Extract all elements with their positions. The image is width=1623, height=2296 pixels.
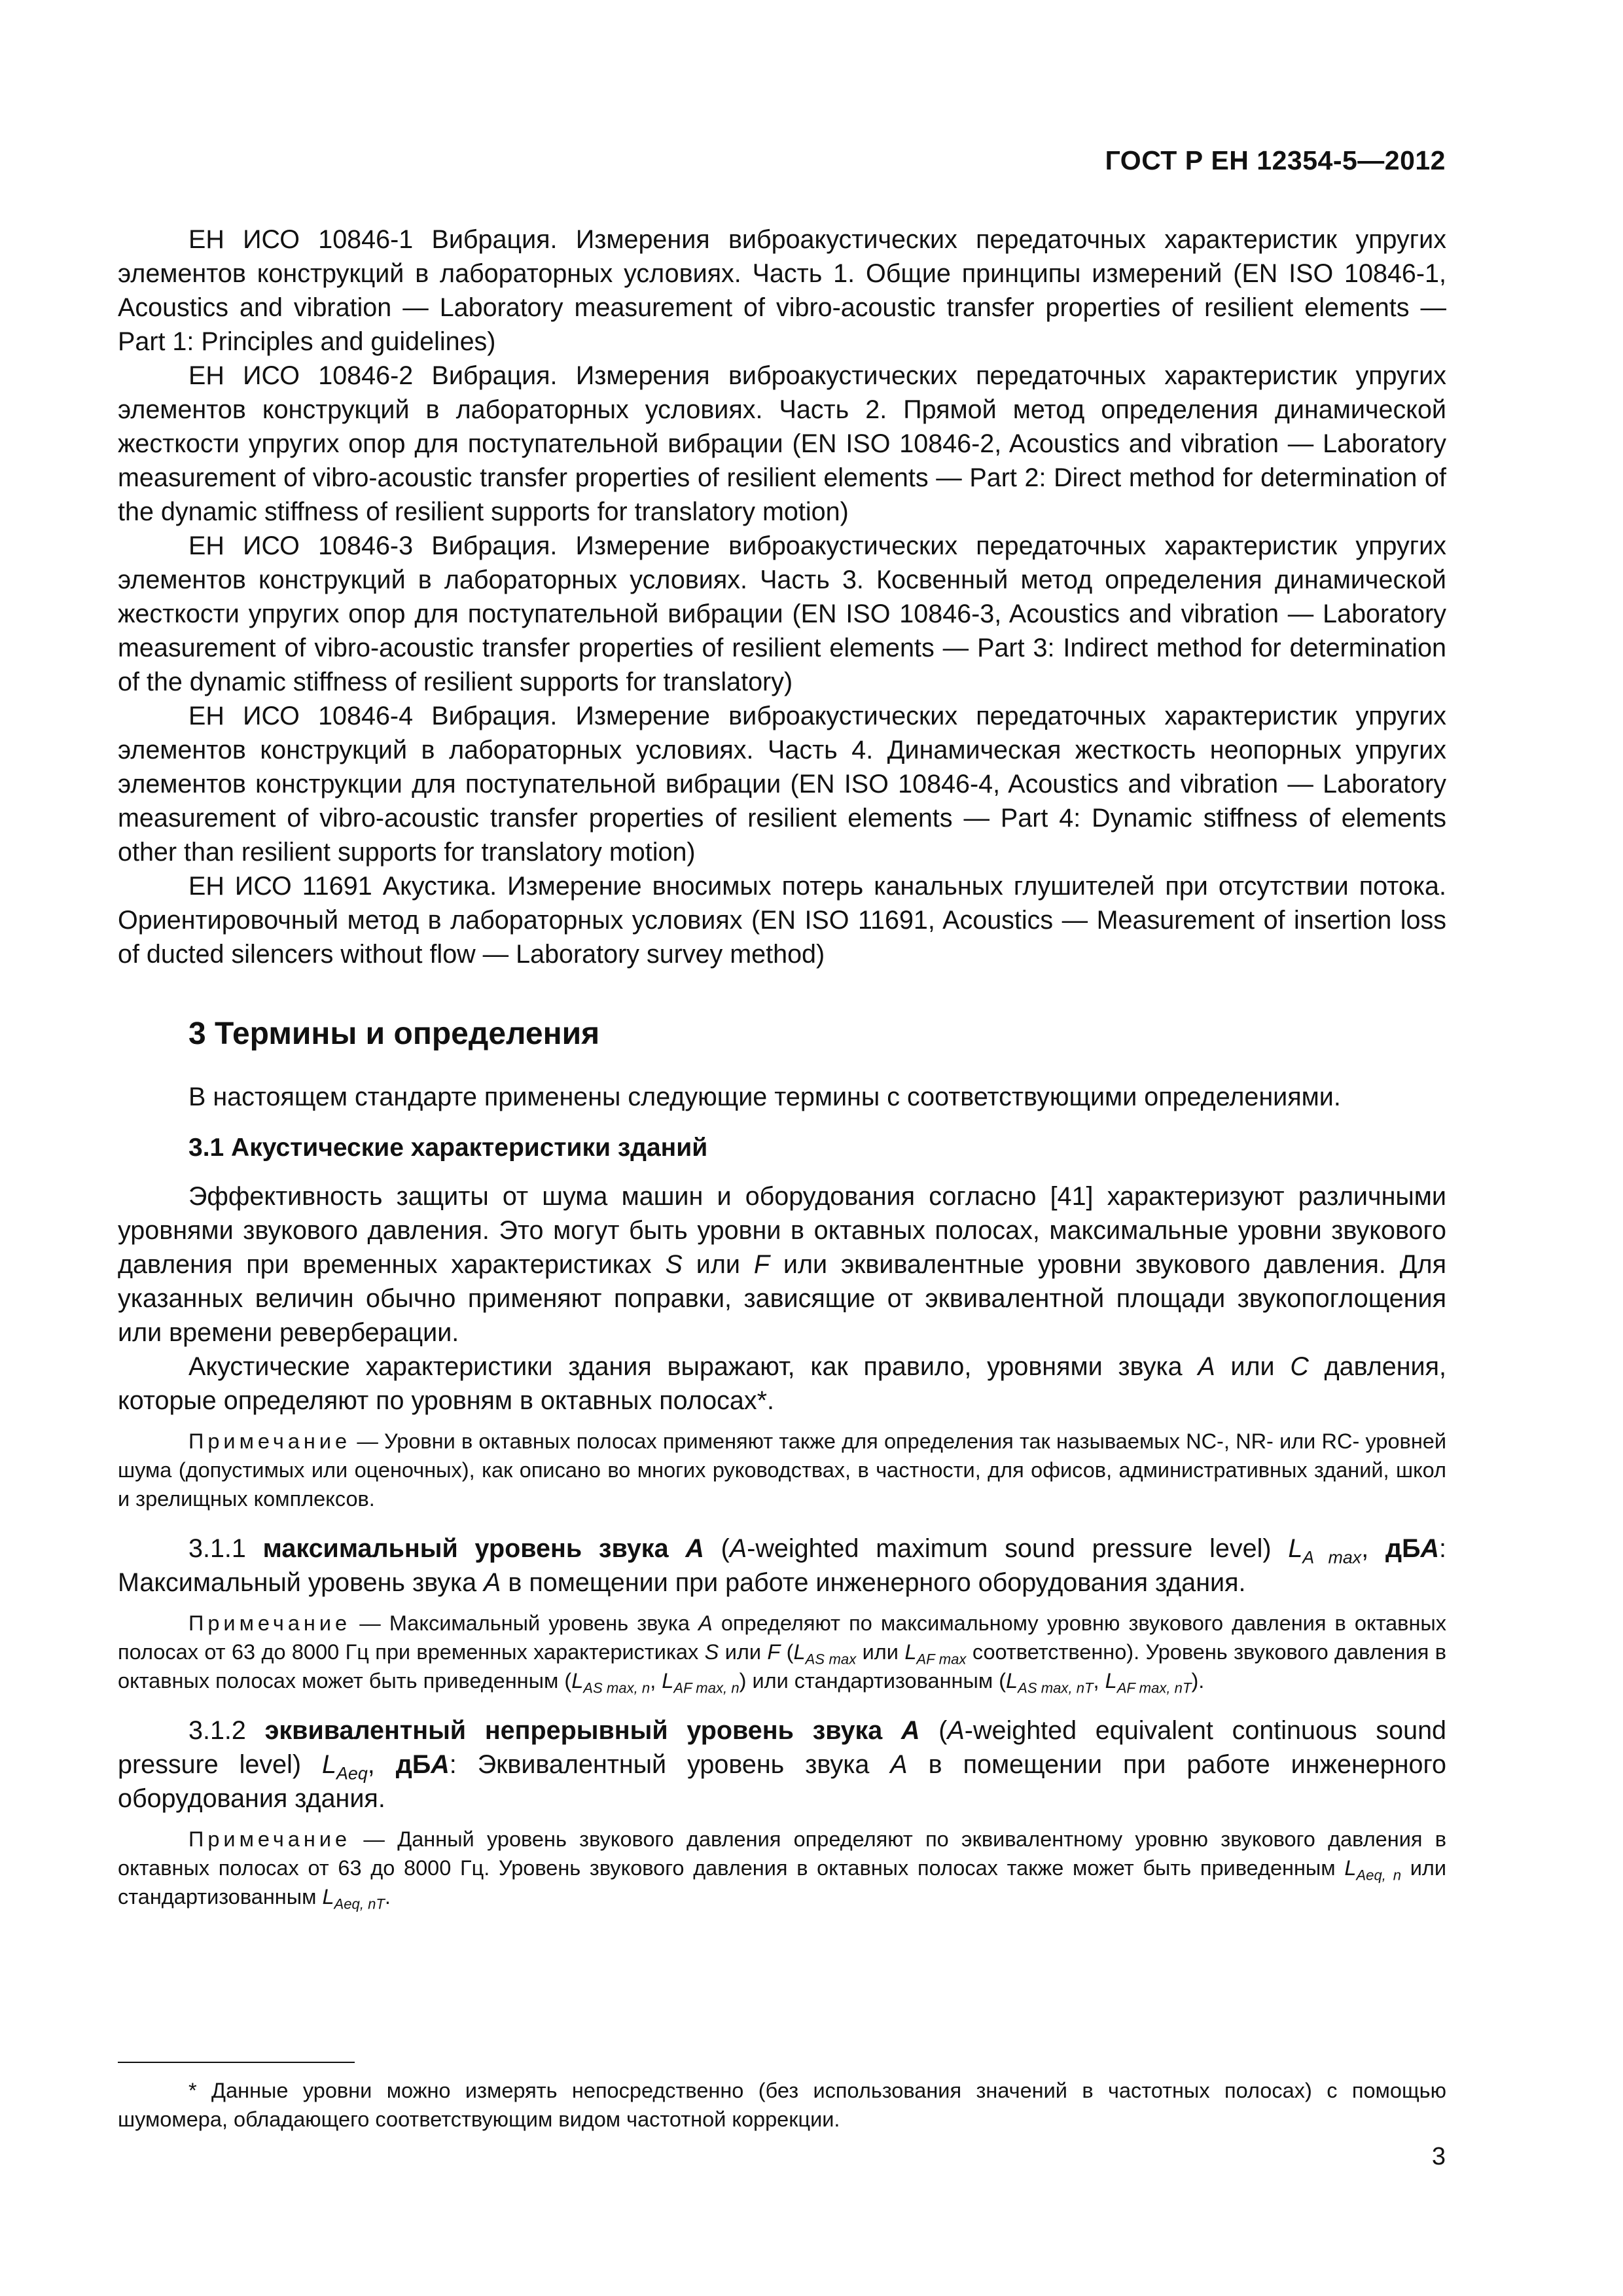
page-body [118,223,1446,1929]
note-label: Примечание [188,1611,351,1635]
footnote: * Данные уровни можно измерять непосредственно (без использования значений в частотных полосах) с помощью шумомера, обладающего соответствующим видом частотной коррекции. [118,2079,1446,2131]
paragraph-noise-protection: Эффективность защиты от шума машин и оборудования согласно [41] характеризуют различными уровнями звукового давления. Это могут быть уровни в октавных полосах, максимальные уровни звукового давления при временных характеристиках S или F или эквивалентные уровни звукового давления. Для указанных величин обычно применяют поправки, зависящие от эквивалентной площади звукопоглощения или времени реверберации. [118,1182,1446,1347]
section-heading-terms: 3 Термины и определения [188,1016,600,1051]
note-label: Примечание [188,1827,351,1851]
reference-en-iso-11691: ЕН ИСО 11691 Акустика. Измерение вносимых потерь канальных глушителей при отсутствии потока. Ориентировочный метод в лабораторных условиях (EN ISO 11691, Acoustics — Measurement of insertion loss of ducted silencers without flow — Laboratory survey method) [118,872,1446,969]
reference-en-iso-10846-2: ЕН ИСО 10846-2 Вибрация. Измерения виброакустических передаточных характеристик упругих элементов конструкций в лабораторных условиях. Часть 2. Прямой метод определения динамической жесткости упругих опор для поступательной вибрации (EN ISO 10846-2, Acoustics and vibration — Laboratory measurement of vibro-acoustic transfer properties of resilient elements — Part 2: Direct method for determination of the dynamic stiffness of resilient supports for translatory motion) [118,361,1446,526]
term-3-1-1: 3.1.1 максимальный уровень звука A (A-weighted maximum sound pressure level) $L_{A max}$, дБA: Максимальный уровень звука A в помещении при работе инженерного оборудования здания. [118,1534,1446,1597]
note-max-level: Примечание — Максимальный уровень звука A определяют по максимальному уровню звукового давления в октавных полосах от 63 до 8000 Гц при временных характеристиках S или F ($L_{AS max}$ или $L_{AF max}$ соответственно). Уровень звукового давления в октавных полосах может быть приведенным ($L_{AS max, n}$, $L_{AF max, n}$) или стандартизованным ($L_{AS max, nT}$, $L_{AF max, nT}$). [118,1611,1447,1696]
term-symbol: $L_{Aeq}$ [322,1750,368,1784]
reference-en-iso-10846-1: ЕН ИСО 10846-1 Вибрация. Измерения виброакустических передаточных характеристик упругих элементов конструкций в лабораторных условиях. Часть 1. Общие принципы измерений (EN ISO 10846-1, Acoustics and vibration — Laboratory measurement of vibro-acoustic transfer properties of resilient elements — Part 1: Principles and guidelines) [118,225,1446,356]
note-equivalent-level: Примечание — Данный уровень звукового давления определяют по эквивалентному уровню звукового давления в октавных полосах от 63 до 8000 Гц. Уровень звукового давления в октавных полосах также может быть приведенным $L_{Aeq, n}$ или стандартизованным $L_{Aeq, nT}$. [118,1827,1446,1912]
reference-en-iso-10846-4: ЕН ИСО 10846-4 Вибрация. Измерение виброакустических передаточных характеристик упругих элементов конструкций в лабораторных условиях. Часть 4. Динамическая жесткость неопорных упругих элементов конструкции для поступательной вибрации (EN ISO 10846-4, Acoustics and vibration — Laboratory measurement of vibro-acoustic transfer properties of resilient elements — Part 4: Dynamic stiffness of elements other than resilient supports for translatory motion) [118,702,1446,867]
term-3-1-2: 3.1.2 эквивалентный непрерывный уровень звука A (A-weighted equivalent continuous sound pressure level) $L_{Aeq}$, дБA: Эквивалентный уровень звука A в помещении при работе инженерного оборудования здания. [118,1716,1447,1813]
note-label: Примечание [188,1429,351,1453]
page-number: 3 [1431,2143,1446,2170]
document-code-header: ГОСТ Р ЕН 12354-5—2012 [1105,145,1446,175]
reference-en-iso-10846-3: ЕН ИСО 10846-3 Вибрация. Измерение виброакустических передаточных характеристик упругих элементов конструкций в лабораторных условиях. Часть 3. Косвенный метод определения динамической жесткости упругих опор для поступательной вибрации (EN ISO 10846-3, Acoustics and vibration — Laboratory measurement of vibro-acoustic transfer properties of resilient elements — Part 3: Indirect method for determination of the dynamic stiffness of resilient supports for translatory) [118,531,1446,696]
term-symbol: $L_{A max}$ [1288,1534,1362,1568]
note-octave-bands: Примечание — Уровни в октавных полосах применяют также для определения так называемых NC-, NR- или RC- уровней шума (допустимых или оценочных), как описано во многих руководствах, в частности, для офисов, административных зданий, школ и зрелищных комплексов. [118,1429,1446,1511]
footnote-divider [118,2062,355,2063]
normative-references-list [118,223,1446,971]
term-unit: дБA [395,1750,450,1779]
term-unit: дБA [1385,1534,1440,1563]
term-name: эквивалентный непрерывный уровень звука A [264,1716,920,1745]
section-intro: В настоящем стандарте применены следующие термины с соответствующими определениями. [188,1083,1341,1111]
term-name: максимальный уровень звука A [262,1534,704,1563]
paragraph-building-characteristics: Акустические характеристики здания выражают, как правило, уровнями звука A или C давления, которые определяют по уровням в октавных полосах*. [118,1352,1446,1415]
subsection-heading-acoustic-characteristics: 3.1 Акустические характеристики зданий [188,1134,708,1162]
